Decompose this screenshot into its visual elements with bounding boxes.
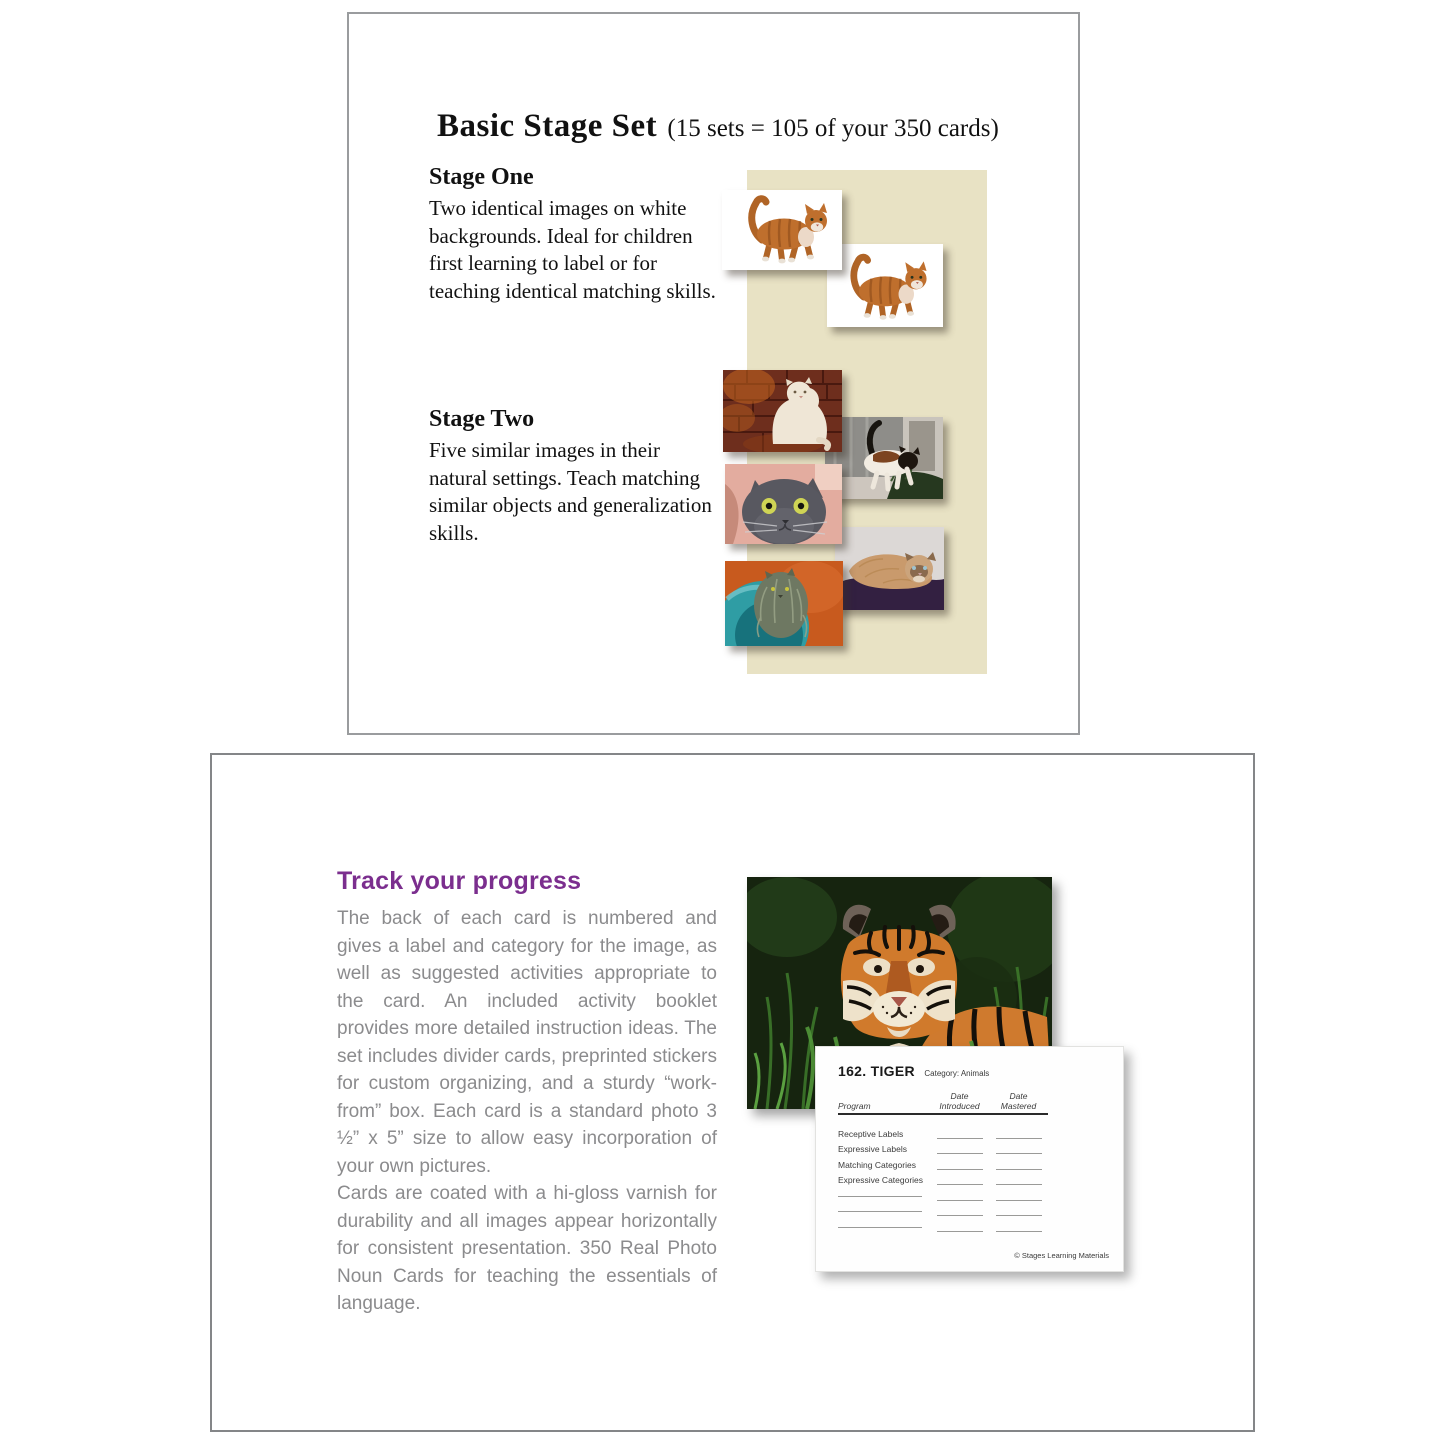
- page-title-suffix: (15 sets = 105 of your 350 cards): [667, 115, 999, 142]
- stage-two-section: [429, 406, 719, 547]
- card-back-row: [838, 1201, 1048, 1217]
- track-progress-page: [210, 753, 1255, 1432]
- stage-one-body: Two identical images on white backgrounds. Ideal for children first learning to label or for teaching identical matching skills.: [429, 196, 716, 303]
- card-back-row: Matching Categories: [838, 1154, 1048, 1170]
- track-progress-body: [337, 905, 717, 1318]
- card-back-title-row: [838, 1063, 989, 1081]
- track-progress-paragraph-1: The back of each card is numbered and gives a label and category for the image, as well as suggested activities appropriate to the card. An included activity booklet provides more detailed instruction ideas. The set includes divider cards, preprinted stickers for custom organizing, and a sturdy “work-from” box. Each card is a standard photo 3 ½” x 5” size to allow easy incorporation of your own pictures.: [337, 908, 717, 1177]
- stage-two-photo-tan-cat-blanket: [835, 527, 944, 610]
- basic-stage-set-page: [347, 12, 1080, 735]
- stage-one-card-photo-2: [827, 244, 943, 327]
- card-back-copyright: © Stages Learning Materials: [1014, 1251, 1109, 1260]
- column-program: Program: [838, 1101, 871, 1111]
- stage-two-photo-gray-cat-closeup: [725, 464, 842, 544]
- page-title-main: Basic Stage Set: [437, 108, 658, 144]
- tiger-card-back: [815, 1046, 1124, 1272]
- stage-one-card-photo-1: [722, 190, 842, 270]
- stage-two-photo-cat-in-teal-bowl: [725, 561, 843, 646]
- card-back-table-body: [838, 1123, 1048, 1232]
- stage-one-section: [429, 164, 719, 305]
- card-category-label: Category: Animals: [924, 1069, 990, 1078]
- track-progress-heading: Track your progress: [337, 867, 582, 895]
- card-back-row: [838, 1185, 1048, 1201]
- stage-two-photo-calico-porch: [825, 417, 943, 499]
- card-back-row: Expressive Labels: [838, 1139, 1048, 1155]
- stage-two-photo-white-cat-bricks: [723, 370, 842, 452]
- track-progress-paragraph-2: Cards are coated with a hi-gloss varnish for durability and all images appear horizontally for consistent presentation. 350 Real Photo Noun Cards for teaching the essentials of language.: [337, 1183, 717, 1314]
- column-date-mastered: Date Mastered: [1000, 1091, 1037, 1111]
- page-title: [437, 108, 999, 145]
- column-date-introduced: Date Introduced: [939, 1091, 980, 1111]
- stage-two-heading: Stage Two: [429, 406, 535, 432]
- card-back-row: Expressive Categories: [838, 1170, 1048, 1186]
- stage-two-body: Five similar images in their natural settings. Teach matching similar objects and generalization skills.: [429, 438, 712, 545]
- card-back-row: Receptive Labels: [838, 1123, 1048, 1139]
- card-back-table-header: [838, 1091, 1048, 1115]
- stage-one-heading: Stage One: [429, 164, 534, 190]
- card-number-label: 162. TIGER: [838, 1063, 915, 1079]
- card-back-row: [838, 1216, 1048, 1232]
- card-back-table: [838, 1091, 1048, 1232]
